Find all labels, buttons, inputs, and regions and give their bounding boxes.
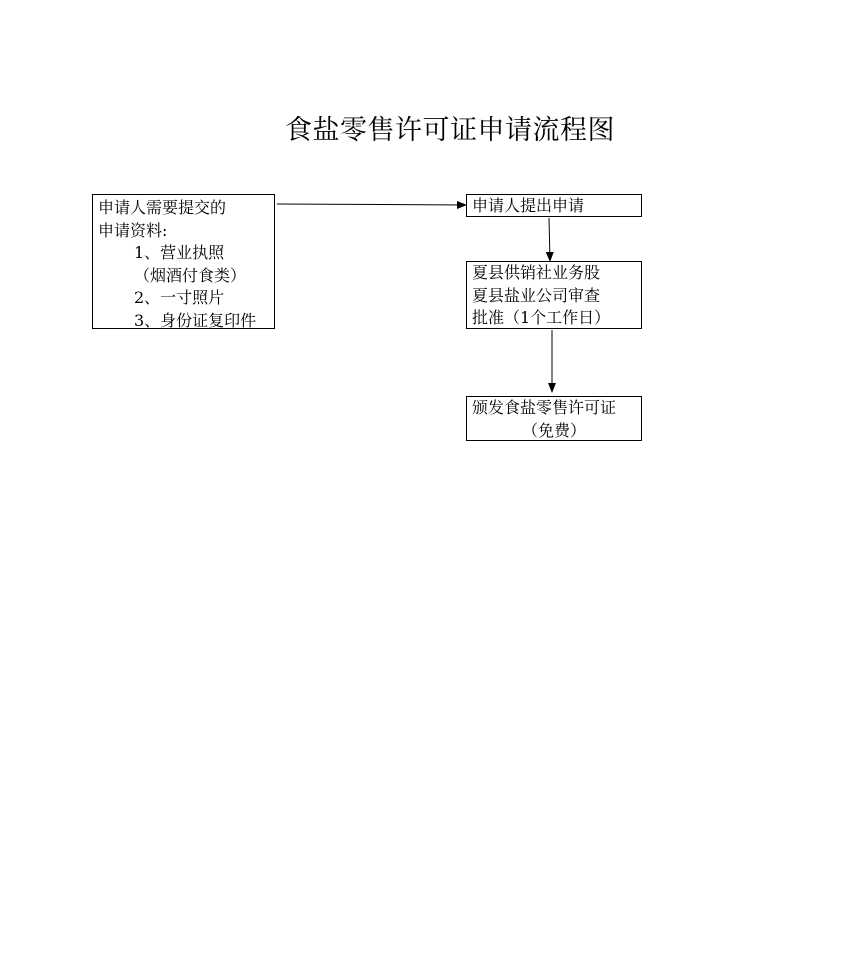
arrow-materials-to-apply	[277, 204, 466, 205]
arrow-apply-to-review	[549, 218, 550, 261]
review-line-1: 夏县供销社业务股	[472, 263, 601, 282]
review-line-2: 夏县盐业公司审查	[472, 285, 601, 305]
page-title: 食盐零售许可证申请流程图	[285, 115, 615, 146]
materials-line-1: 申请人需要提交的	[98, 198, 227, 217]
review-line-3: 批准（1个工作日）	[472, 308, 611, 327]
materials-box	[92, 194, 275, 329]
issue-box	[466, 396, 642, 441]
apply-box	[466, 194, 642, 217]
materials-item-2: 2、一寸照片	[134, 288, 225, 307]
apply-text: 申请人提出申请	[472, 196, 585, 215]
issue-line-1: 颁发食盐零售许可证	[472, 398, 617, 417]
issue-line-2: （免费）	[521, 420, 586, 440]
materials-line-2: 申请资料:	[98, 220, 168, 240]
review-box	[466, 261, 642, 329]
materials-item-1-note: （烟酒付食类）	[134, 265, 247, 285]
materials-item-1: 1、营业执照	[134, 243, 225, 262]
materials-item-3: 3、身份证复印件	[134, 310, 257, 330]
